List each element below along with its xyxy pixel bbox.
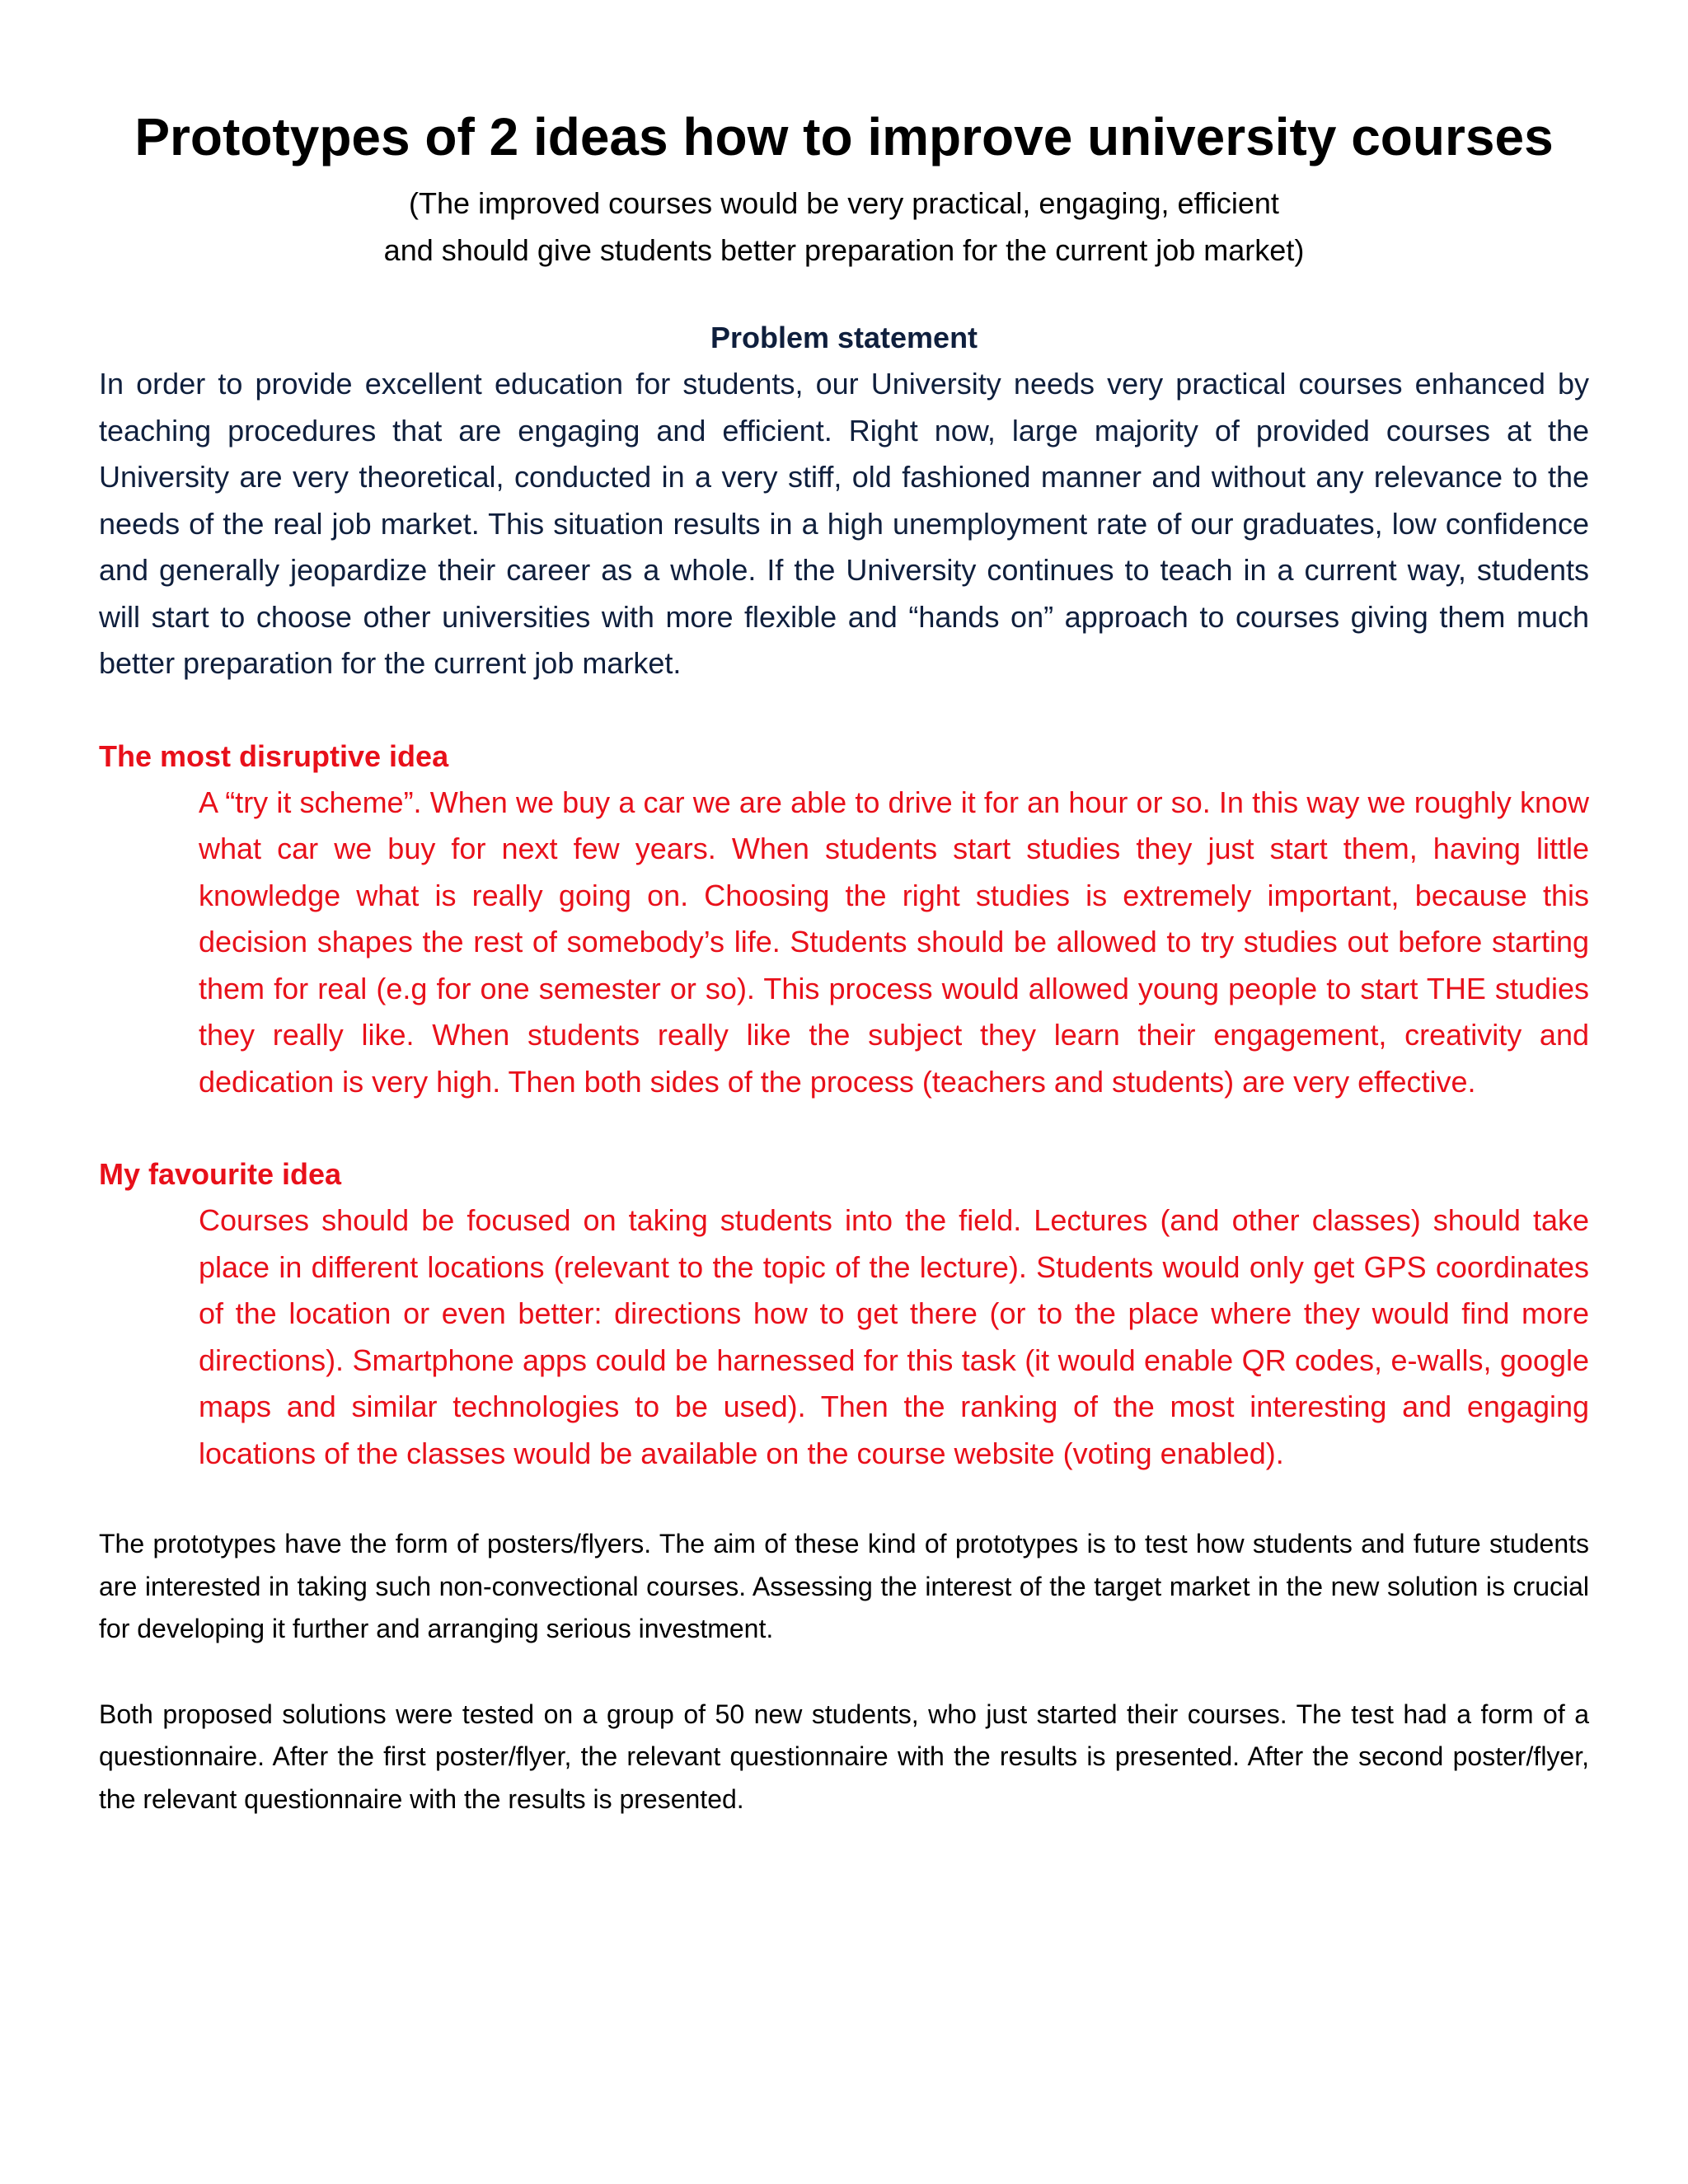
document-title: Prototypes of 2 ideas how to improve university courses	[134, 107, 1554, 166]
favourite-idea-text: Courses should be focused on taking students into the field. Lectures (and other classes) should take place in different locations (relevant to the topic of the lecture). Students would only get GPS coordinates of the location or even better: directions how to get there (or to the place where they would find more directions). Smartphone apps could be harnessed for this task (it would enable QR codes, e-walls, google maps and similar technologies to be used). Then the ranking of the most interesting and engaging locations of the classes would be available on the course website (voting enabled).	[199, 1203, 1589, 1470]
disruptive-idea-heading: The most disruptive idea	[99, 738, 449, 773]
prototype-note: The prototypes have the form of posters/flyers. The aim of these kind of prototypes is to test how students and future students are interested in taking such non-convectional courses. Assessing the interest of the target market in the new solution is crucial for developing it further and arranging serious investment.	[99, 1529, 1589, 1643]
document-subtitle	[99, 180, 1589, 274]
test-note: Both proposed solutions were tested on a group of 50 new students, who just started their courses. The test had a form of a questionnaire. After the first poster/flyer, the relevant questionnaire with the results is presented. After the second poster/flyer, the relevant questionnaire with the results is presented.	[99, 1699, 1589, 1814]
subtitle-line-1: (The improved courses would be very practical, engaging, efficient	[409, 186, 1279, 220]
disruptive-idea-text: A “try it scheme”. When we buy a car we are able to drive it for an hour or so. In this way we roughly know what car we buy for next few years. When students start studies they just start them, having little knowledge what is really going on. Choosing the right studies is extremely important, because this decision shapes the rest of somebody’s life. Students should be allowed to try studies out before starting them for real (e.g for one semester or so). This process would allowed young people to start THE studies they really like. When students really like the subject they learn their engagement, creativity and dedication is very high. Then both sides of the process (teachers and students) are very effective.	[199, 785, 1589, 1099]
problem-statement-heading: Problem statement	[710, 321, 978, 354]
subtitle-line-2: and should give students better preparation for the current job market)	[383, 233, 1305, 267]
favourite-idea-heading: My favourite idea	[99, 1157, 342, 1191]
problem-statement-text: In order to provide excellent education for students, our University needs very practical courses enhanced by teaching procedures that are engaging and efficient. Right now, large majority of provided courses at the University are very theoretical, conducted in a very stiff, old fashioned manner and without any relevance to the needs of the real job market. This situation results in a high unemployment rate of our graduates, low confidence and generally jeopardize their career as a whole. If the University continues to teach in a current way, students will start to choose other universities with more flexible and “hands on” approach to courses giving them much better preparation for the current job market.	[99, 367, 1589, 680]
